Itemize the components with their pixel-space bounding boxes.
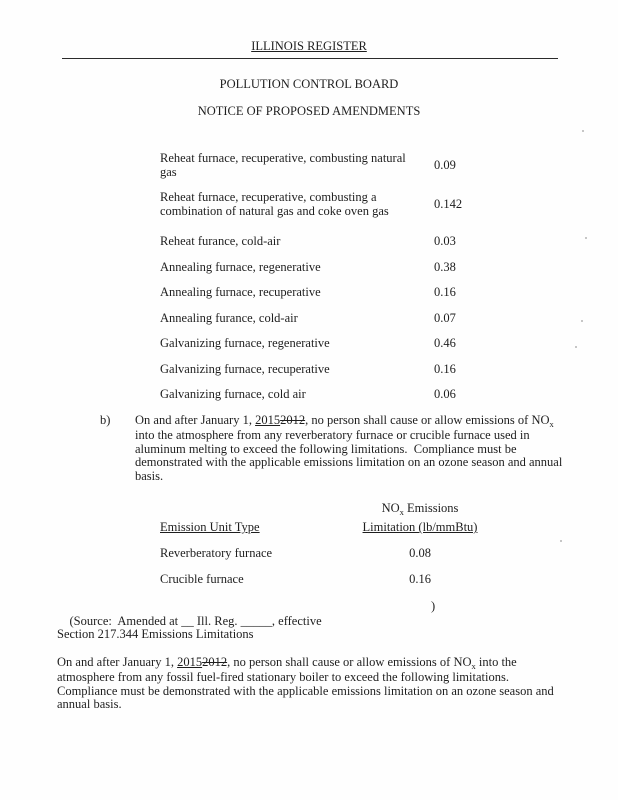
- section-heading: Section 217.344 Emissions Limitations: [57, 627, 254, 641]
- furnace-type-label: Reheat furnace, recuperative, combusting a combination of natural gas and coke oven gas: [160, 190, 389, 218]
- emission-limit-value: 0.142: [434, 196, 463, 211]
- table-row: [160, 152, 500, 179]
- emission-limit-value: 0.08: [409, 546, 431, 560]
- column-header-text: Emission Unit Type: [160, 520, 260, 534]
- scan-artifact-dot: [560, 540, 562, 542]
- scan-artifact-dot: [585, 237, 587, 239]
- furnace-type-label: Galvanizing furnace, cold air: [160, 387, 306, 401]
- furnace-type-label: Reheat furnace, recuperative, combusting natural gas: [160, 151, 406, 179]
- furnace-type-label: Annealing furnace, recuperative: [160, 285, 321, 299]
- header-segment: Emissions: [403, 501, 459, 515]
- table-row: [160, 388, 500, 402]
- emission-limit-value: 0.03: [434, 234, 456, 248]
- paragraph-segment: , no person shall cause or allow emissions of NO: [305, 413, 550, 427]
- table-row: [160, 261, 500, 275]
- register-title: [0, 39, 618, 54]
- table-header-line-2: [160, 520, 500, 535]
- emission-limit-value: 0.07: [434, 310, 456, 325]
- source-note-text: (Source: Amended at __ Ill. Reg. _____, effective: [69, 614, 322, 628]
- source-note-close-paren: ): [431, 599, 436, 613]
- furnace-type-label: Annealing furnace, regenerative: [160, 259, 321, 274]
- nox-subscript: x: [471, 660, 476, 671]
- emission-limit-value: 0.16: [434, 285, 456, 299]
- furnace-emission-limits-table: [160, 152, 500, 414]
- table-row: [160, 312, 500, 326]
- subsection-b-marker: b): [100, 413, 111, 427]
- paragraph-segment: , no person shall cause or allow emissions of NO: [227, 655, 472, 669]
- table-row: [160, 546, 500, 561]
- header-segment: NO: [381, 501, 400, 515]
- nox-subscript: x: [399, 506, 404, 517]
- emission-limit-value: 0.38: [434, 259, 456, 274]
- paragraph-segment: On and after January 1,: [135, 413, 256, 427]
- limitation-header: [352, 520, 488, 535]
- header-rule: [62, 58, 558, 59]
- table-row: [160, 572, 500, 587]
- nox-subscript: x: [549, 418, 554, 429]
- aluminum-melting-limits-table: [160, 501, 500, 598]
- paragraph-segment: into the atmosphere from any reverberatory furnace or crucible furnace used in aluminum melting to exceed the following limitations. Compliance must be demonstrated with the applicable emissions limitation on an ozone season and annual basis.: [135, 413, 566, 484]
- scan-artifact-dot: [581, 320, 583, 322]
- table-header-line-1: [160, 501, 500, 516]
- new-text-year: 2015: [255, 413, 281, 427]
- emission-limit-value: 0.09: [434, 157, 456, 172]
- emission-unit-type-header: [160, 520, 352, 535]
- new-text-year: 2015: [177, 655, 203, 669]
- struck-text-year: 2012: [280, 413, 306, 427]
- table-row: [160, 191, 500, 218]
- table-row: [160, 235, 500, 249]
- furnace-type-label: Reheat furance, cold-air: [160, 234, 281, 248]
- emission-unit-label: Crucible furnace: [160, 572, 244, 586]
- furnace-type-label: Annealing furance, cold-air: [160, 310, 298, 325]
- table-row: [160, 363, 500, 377]
- emission-limit-value: 0.06: [434, 387, 456, 401]
- section-344-paragraph: [57, 656, 562, 712]
- scan-artifact-dot: [582, 130, 584, 132]
- emission-limit-value: 0.46: [434, 336, 456, 350]
- nox-emissions-header: [352, 501, 488, 516]
- furnace-type-label: Galvanizing furnace, recuperative: [160, 361, 330, 376]
- column-header-text: Limitation (lb/mmBtu): [362, 520, 478, 534]
- emission-limit-value: 0.16: [409, 572, 431, 586]
- subsection-b-paragraph: [100, 414, 567, 484]
- board-name: POLLUTION CONTROL BOARD: [219, 77, 399, 91]
- emission-limit-value: 0.16: [434, 361, 456, 376]
- struck-text-year: 2012: [202, 655, 228, 669]
- table-row: [160, 286, 500, 300]
- notice-heading: NOTICE OF PROPOSED AMENDMENTS: [197, 104, 421, 118]
- paragraph-segment: On and after January 1,: [57, 655, 178, 669]
- scan-artifact-dot: [575, 346, 577, 348]
- furnace-type-label: Galvanizing furnace, regenerative: [160, 336, 330, 350]
- emission-unit-label: Reverberatory furnace: [160, 546, 273, 560]
- subsection-b-text: [135, 414, 567, 484]
- paragraph-segment: into the atmosphere from any fossil fuel-fired stationary boiler to exceed the following limitations. Compliance must be demonstrated with the applicable emissions limitation on an ozone season and annual basis.: [57, 655, 557, 712]
- table-row: [160, 337, 500, 351]
- header-spacer: [160, 501, 352, 516]
- register-title-text: ILLINOIS REGISTER: [251, 39, 367, 53]
